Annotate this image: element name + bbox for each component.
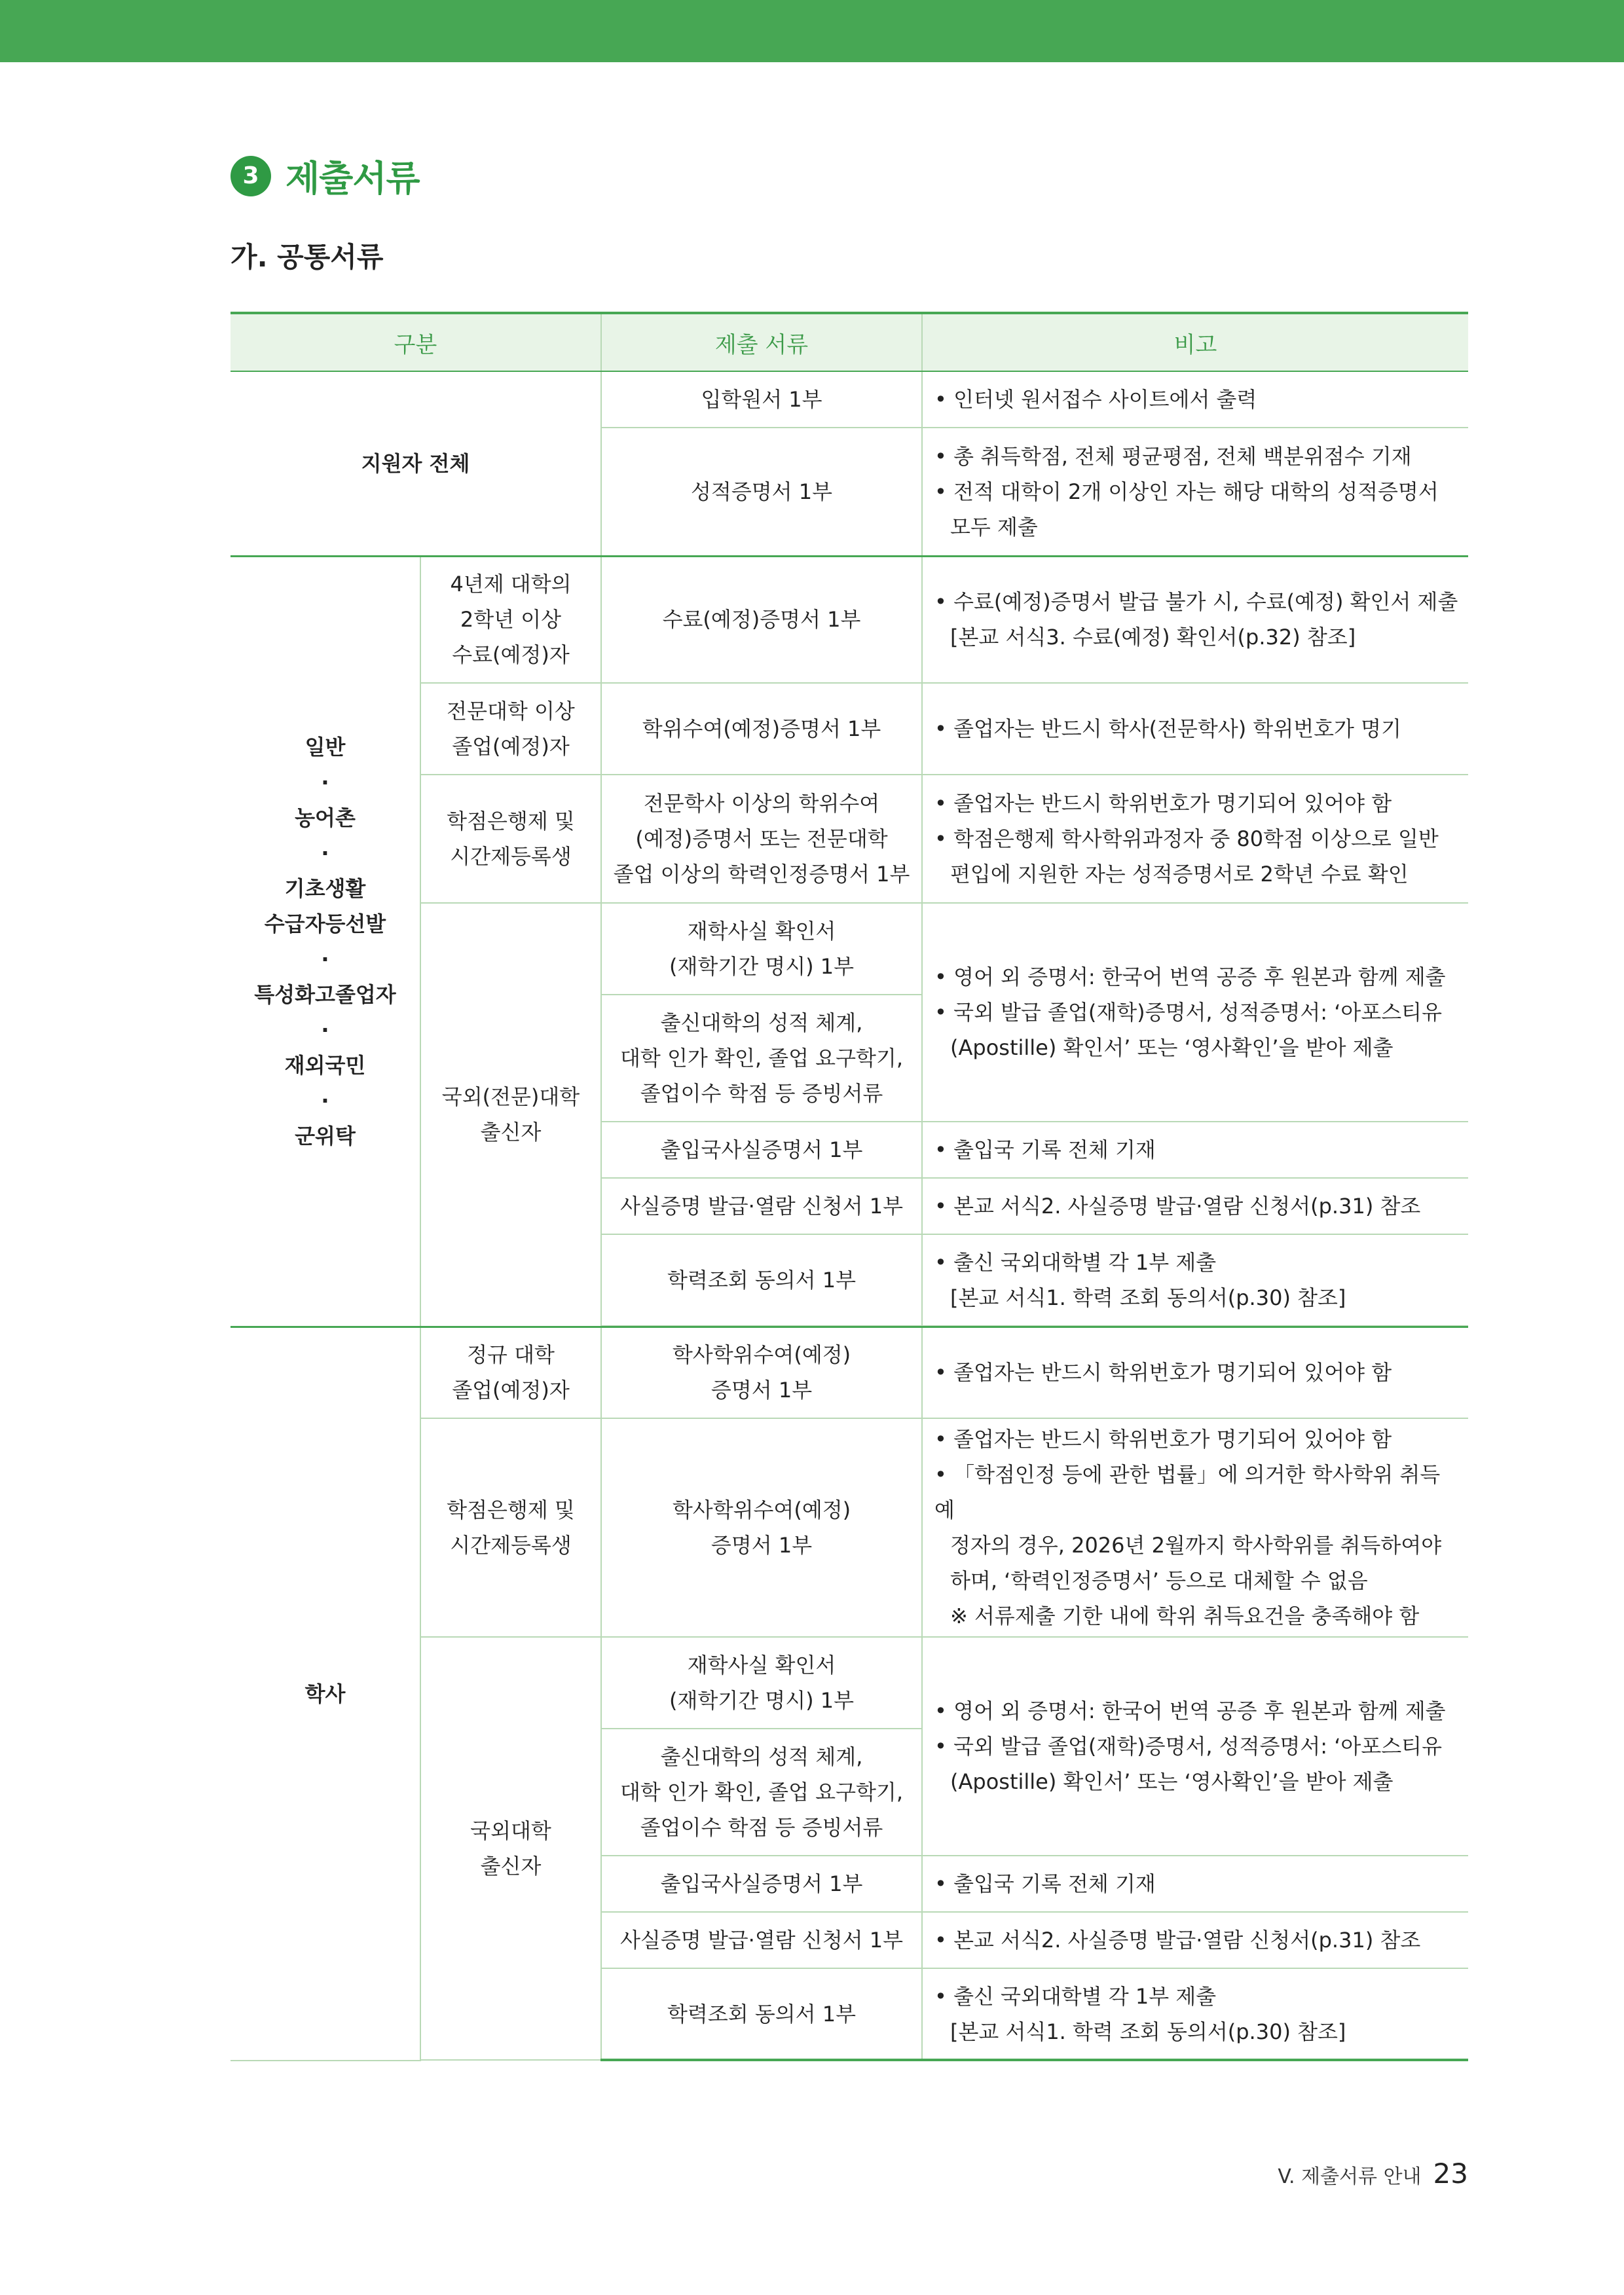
doc-cell: 학사학위수여(예정) 증명서 1부 xyxy=(601,1418,922,1637)
note-cell: • 출신 국외대학별 각 1부 제출 [본교 서식1. 학력 조회 동의서(p.30) 참조] xyxy=(922,1234,1468,1326)
doc-cell: 입학원서 1부 xyxy=(601,371,922,428)
category-general: 일반 · 농어촌 · 기초생활 수급자등선발 · 특성화고졸업자 · 재외국민 · 군위탁 xyxy=(231,556,420,1327)
header-notes: 비고 xyxy=(922,313,1468,371)
note-cell: • 출신 국외대학별 각 1부 제출 [본교 서식1. 학력 조회 동의서(p.30) 참조] xyxy=(922,1968,1468,2060)
doc-cell: 학위수여(예정)증명서 1부 xyxy=(601,683,922,775)
category-bachelor: 학사 xyxy=(231,1327,420,2061)
header-category: 구분 xyxy=(231,313,601,371)
page-footer xyxy=(1278,2157,1468,2190)
doc-cell: 출입국사실증명서 1부 xyxy=(601,1122,922,1178)
note-cell: • 영어 외 증명서: 한국어 번역 공증 후 원본과 함께 제출 • 국외 발급 졸업(재학)증명서, 성적증명서: ‘아포스티유 (Apostille) 확인서’ 또는 ‘영사확인’을 받아 제출 xyxy=(922,903,1468,1122)
subsection-title: 가. 공통서류 xyxy=(231,241,384,273)
doc-cell: 사실증명 발급·열람 신청서 1부 xyxy=(601,1912,922,1968)
table-row xyxy=(231,371,1468,428)
doc-cell: 출신대학의 성적 체계, 대학 인가 확인, 졸업 요구학기, 졸업이수 학점 등 증빙서류 xyxy=(601,995,922,1122)
doc-cell: 학력조회 동의서 1부 xyxy=(601,1968,922,2060)
page-number: 23 xyxy=(1433,2157,1468,2190)
doc-cell: 학사학위수여(예정) 증명서 1부 xyxy=(601,1327,922,1418)
note-cell: • 수료(예정)증명서 발급 불가 시, 수료(예정) 확인서 제출 [본교 서식3. 수료(예정) 확인서(p.32) 참조] xyxy=(922,556,1468,683)
section-heading xyxy=(231,151,420,201)
subcategory-cell: 전문대학 이상 졸업(예정)자 xyxy=(420,683,601,775)
subcategory-cell: 4년제 대학의 2학년 이상 수료(예정)자 xyxy=(420,556,601,683)
note-cell: • 총 취득학점, 전체 평균평점, 전체 백분위점수 기재 • 전적 대학이 2개 이상인 자는 해당 대학의 성적증명서 모두 제출 xyxy=(922,428,1468,556)
subcategory-cell: 학점은행제 및 시간제등록생 xyxy=(420,775,601,903)
note-cell: • 영어 외 증명서: 한국어 번역 공증 후 원본과 함께 제출 • 국외 발급 졸업(재학)증명서, 성적증명서: ‘아포스티유 (Apostille) 확인서’ 또는 ‘영사확인’을 받아 제출 xyxy=(922,1637,1468,1856)
doc-cell: 수료(예정)증명서 1부 xyxy=(601,556,922,683)
note-cell: • 출입국 기록 전체 기재 xyxy=(922,1856,1468,1912)
subcategory-cell: 학점은행제 및 시간제등록생 xyxy=(420,1418,601,1637)
top-color-bar xyxy=(0,0,1624,62)
note-cell: • 인터넷 원서접수 사이트에서 출력 xyxy=(922,371,1468,428)
doc-cell: 재학사실 확인서 (재학기간 명시) 1부 xyxy=(601,903,922,995)
note-cell: • 졸업자는 반드시 학위번호가 명기되어 있어야 함 • 「학점인정 등에 관한 법률」에 의거한 학사학위 취득예 정자의 경우, 2026년 2월까지 학사학위를 취득하여야 하며, ‘학력인정증명서’ 등으로 대체할 수 없음 ※ 서류제출 기한 내에 학위 취득요건을 충족해야 함 xyxy=(922,1418,1468,1637)
table-header-row xyxy=(231,313,1468,371)
doc-cell: 출신대학의 성적 체계, 대학 인가 확인, 졸업 요구학기, 졸업이수 학점 등 증빙서류 xyxy=(601,1729,922,1856)
table-row xyxy=(231,556,1468,683)
section-title: 제출서류 xyxy=(286,158,420,199)
note-cell: • 출입국 기록 전체 기재 xyxy=(922,1122,1468,1178)
subcategory-cell: 정규 대학 졸업(예정)자 xyxy=(420,1327,601,1418)
category-all-applicants: 지원자 전체 xyxy=(231,371,601,556)
note-cell: • 졸업자는 반드시 학위번호가 명기되어 있어야 함 xyxy=(922,1327,1468,1418)
doc-cell: 전문학사 이상의 학위수여 (예정)증명서 또는 전문대학 졸업 이상의 학력인정증명서 1부 xyxy=(601,775,922,903)
note-cell: • 졸업자는 반드시 학위번호가 명기되어 있어야 함 • 학점은행제 학사학위과정자 중 80학점 이상으로 일반 편입에 지원한 자는 성적증명서로 2학년 수료 확인 xyxy=(922,775,1468,903)
note-cell: • 본교 서식2. 사실증명 발급·열람 신청서(p.31) 참조 xyxy=(922,1178,1468,1234)
doc-cell: 사실증명 발급·열람 신청서 1부 xyxy=(601,1178,922,1234)
subcategory-cell: 국외(전문)대학 출신자 xyxy=(420,903,601,1327)
documents-table xyxy=(231,312,1468,2061)
doc-cell: 학력조회 동의서 1부 xyxy=(601,1234,922,1326)
note-cell: • 본교 서식2. 사실증명 발급·열람 신청서(p.31) 참조 xyxy=(922,1912,1468,1968)
doc-cell: 성적증명서 1부 xyxy=(601,428,922,556)
doc-cell: 출입국사실증명서 1부 xyxy=(601,1856,922,1912)
doc-cell: 재학사실 확인서 (재학기간 명시) 1부 xyxy=(601,1637,922,1729)
footer-chapter-label: V. 제출서류 안내 xyxy=(1278,2165,1422,2188)
header-documents: 제출 서류 xyxy=(601,313,922,371)
note-cell: • 졸업자는 반드시 학사(전문학사) 학위번호가 명기 xyxy=(922,683,1468,775)
section-number-badge: 3 xyxy=(231,156,271,196)
subcategory-cell: 국외대학 출신자 xyxy=(420,1637,601,2060)
table-row xyxy=(231,1327,1468,1418)
